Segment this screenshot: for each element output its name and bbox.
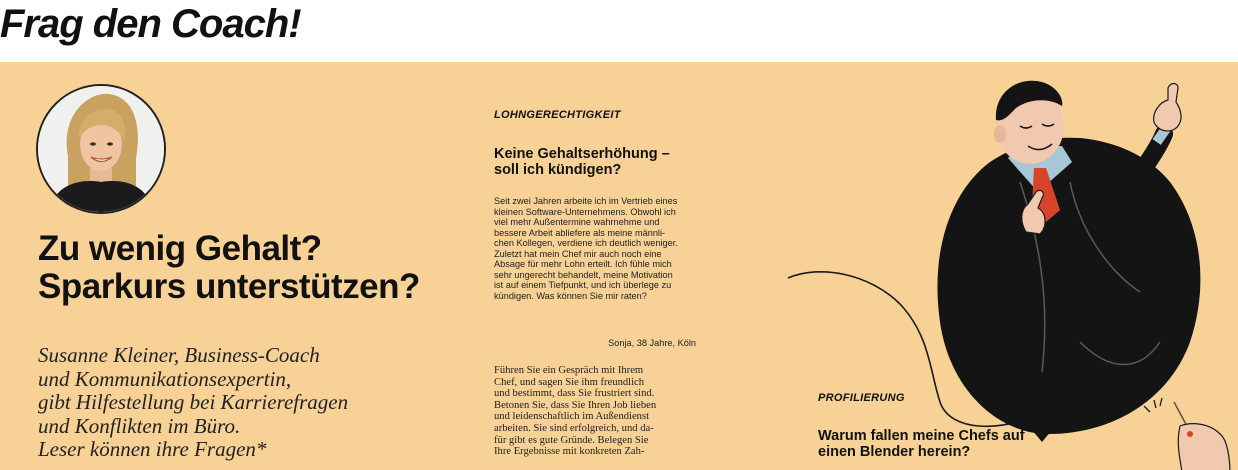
article-headline	[38, 230, 458, 306]
masthead-title: Frag den Coach!	[0, 2, 301, 46]
question-1-title-line-2: soll ich kündigen?	[494, 162, 622, 178]
question-1-kicker: LOHNGERECHTIGKEIT	[494, 109, 621, 121]
needle-hand-icon	[1130, 392, 1238, 470]
question-1-body-line: Absage für mehr Lohn erteilt. Ich fühle mich	[494, 259, 672, 270]
article-intro	[38, 344, 458, 462]
coach-portrait-image	[38, 86, 164, 212]
question-1-body	[494, 196, 696, 301]
answer-1-line: und leidenschaftlich im Außendienst	[494, 411, 650, 423]
question-1-body-line: kleinen Software-Unternehmens. Obwohl ich	[494, 206, 676, 217]
question-2-title-line-1: Warum fallen meine Chefs auf	[818, 428, 1025, 444]
question-2-title-line-2: einen Blender herein?	[818, 444, 971, 460]
question-1-body-line: kündigen. Was können Sie mir raten?	[494, 290, 647, 301]
question-1-body-line: Zuletzt hat mein Chef mir auch noch eine	[494, 248, 662, 259]
answer-1-line: arbeiten. Sie sind erfolgreich, und da-	[494, 422, 654, 434]
question-1-body-line: ist auf einem Tiefpunkt, und ich überlege zu	[494, 280, 672, 291]
answer-1-body	[494, 365, 696, 458]
answer-1-line: Betonen Sie, dass Sie Ihren Job lieben	[494, 399, 657, 411]
intro-line-4: und Konflikten im Büro.	[38, 413, 241, 438]
answer-1-line: Ihre Ergebnisse mit konkreten Zah-	[494, 446, 645, 458]
intro-line-5: Leser können ihre Fragen*	[38, 437, 267, 461]
intro-line-3: gibt Hilfestellung bei Karrierefragen	[38, 390, 349, 414]
question-1-title-line-1: Keine Gehaltserhöhung –	[494, 146, 670, 162]
answer-1-line: Chef, und sagen Sie ihm freundlich	[494, 376, 645, 388]
question-1-body-line: bessere Arbeit abliefere als meine männli-	[494, 227, 666, 238]
question-1-body-line: viel mehr Außentermine wahrnehme und	[494, 217, 660, 228]
coach-portrait	[36, 84, 166, 214]
coach-panel	[0, 62, 1238, 470]
intro-line-2: und Kommunikationsexpertin,	[38, 366, 292, 391]
answer-1-line: Führen Sie ein Gespräch mit Ihrem	[494, 365, 644, 376]
headline-line-1: Zu wenig Gehalt?	[38, 229, 322, 268]
answer-1-line: für gibt es gute Gründe. Belegen Sie	[494, 434, 649, 446]
question-1-signature: Sonja, 38 Jahre, Köln	[608, 338, 696, 348]
question-1-title	[494, 146, 704, 178]
headline-line-2: Sparkurs unterstützen?	[38, 267, 420, 306]
question-1-body-line: sehr ungerecht behandelt, meine Motivation	[494, 269, 673, 280]
answer-1-line: und bestimmt, dass Sie frustriert sind.	[494, 388, 655, 400]
intro-line-1: Susanne Kleiner, Business-Coach	[38, 343, 320, 367]
question-1-body-line: chen Kollegen, verdiene ich deutlich weniger.	[494, 238, 678, 249]
question-2-kicker: PROFILIERUNG	[818, 392, 905, 404]
question-1-body-line: Seit zwei Jahren arbeite ich im Vertrieb eines	[494, 196, 678, 206]
question-2-title	[818, 428, 1068, 460]
